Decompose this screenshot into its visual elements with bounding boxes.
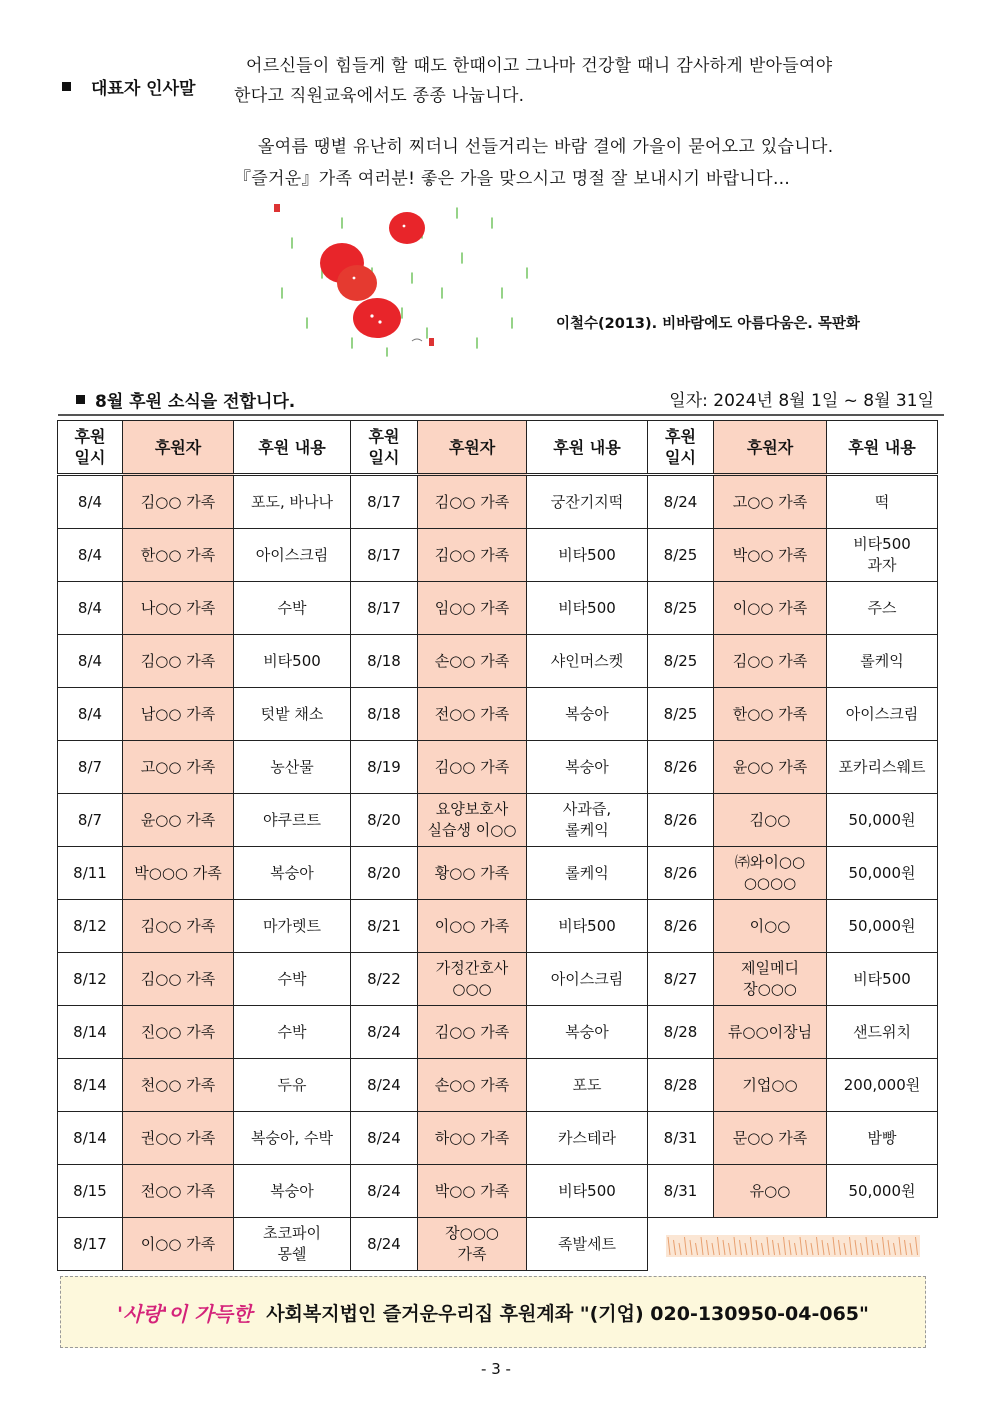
row-date: 8/20 [351,794,418,847]
row-date: 8/14 [58,1006,123,1059]
row-donor: 전○○ 가족 [418,688,527,741]
donation-account-banner [60,1276,926,1348]
autumn-grass-icon [662,1221,924,1261]
greeting-p1-line1: 어르신들이 힘들게 할 때도 한때이고 그나마 건강할 때니 감사하게 받아들여야 [246,56,833,76]
row-donor: 고○○ 가족 [123,741,234,794]
header-donor: 후원자 [123,421,234,475]
table-row [58,794,938,847]
row-donor: 한○○ 가족 [123,529,234,582]
row-date: 8/4 [58,475,123,529]
row-donor: 이○○ 가족 [123,1218,234,1271]
row-donor: 나○○ 가족 [123,582,234,635]
row-content: 주스 [827,582,938,635]
row-donor: 김○○ 가족 [418,1006,527,1059]
row-date: 8/17 [351,475,418,529]
row-donor: 임○○ 가족 [418,582,527,635]
row-donor: 권○○ 가족 [123,1112,234,1165]
row-donor: 김○○ 가족 [123,900,234,953]
row-donor: 윤○○ 가족 [714,741,827,794]
row-content: 두유 [234,1059,351,1112]
row-donor: 장○○○ 가족 [418,1218,527,1271]
row-date: 8/17 [351,582,418,635]
table-row [58,953,938,1006]
header-donor: 후원자 [418,421,527,475]
row-content: 텃밭 채소 [234,688,351,741]
row-content: 50,000원 [827,1165,938,1218]
row-content: 롤케익 [527,847,648,900]
row-donor: 김○○ 가족 [418,475,527,529]
row-donor: 박○○ 가족 [714,529,827,582]
row-date: 8/7 [58,794,123,847]
table-row [58,900,938,953]
row-content: 초코파이 몽쉘 [234,1218,351,1271]
row-content: 샌드위치 [827,1006,938,1059]
row-date: 8/24 [351,1006,418,1059]
bullet-square-icon [76,395,85,404]
row-date: 8/12 [58,953,123,1006]
table-row [58,582,938,635]
row-content: 비타500 [827,953,938,1006]
decorative-autumn-strip [648,1218,938,1271]
row-donor: 김○○ 가족 [418,741,527,794]
row-donor: 김○○ 가족 [123,475,234,529]
row-date: 8/24 [351,1112,418,1165]
row-date: 8/19 [351,741,418,794]
row-date: 8/25 [648,529,714,582]
table-row [58,1059,938,1112]
row-content: 아이스크림 [527,953,648,1006]
row-date: 8/24 [351,1165,418,1218]
table-header-row [58,421,938,475]
row-content: 롤케익 [827,635,938,688]
row-donor: 황○○ 가족 [418,847,527,900]
table-row [58,1112,938,1165]
row-date: 8/31 [648,1165,714,1218]
greeting-label-block [62,74,195,99]
row-content: 족발세트 [527,1218,648,1271]
row-content: 복숭아 [234,847,351,900]
row-date: 8/24 [648,475,714,529]
row-content: 복숭아, 수박 [234,1112,351,1165]
greeting-p2-line1: 올여름 땡볕 유난히 찌더니 선들거리는 바람 결에 가을이 묻어오고 있습니다. [258,137,834,157]
row-date: 8/27 [648,953,714,1006]
row-donor: 문○○ 가족 [714,1112,827,1165]
row-date: 8/26 [648,900,714,953]
row-donor: 박○○○ 가족 [123,847,234,900]
row-content: 복숭아 [234,1165,351,1218]
header-date: 후원 일시 [58,421,123,475]
row-content: 비타500 [234,635,351,688]
row-donor: 하○○ 가족 [418,1112,527,1165]
row-date: 8/25 [648,688,714,741]
row-date: 8/17 [58,1218,123,1271]
row-content: 수박 [234,582,351,635]
row-date: 8/14 [58,1112,123,1165]
row-donor: 가정간호사 ○○○ [418,953,527,1006]
row-date: 8/22 [351,953,418,1006]
row-date: 8/24 [351,1218,418,1271]
row-date: 8/4 [58,582,123,635]
row-content: 수박 [234,953,351,1006]
row-content: 비타500 [527,529,648,582]
row-date: 8/25 [648,582,714,635]
row-date: 8/24 [351,1059,418,1112]
row-date: 8/15 [58,1165,123,1218]
row-date: 8/31 [648,1112,714,1165]
row-content: 50,000원 [827,900,938,953]
table-row [58,635,938,688]
row-content: 복숭아 [527,1006,648,1059]
row-donor: 손○○ 가족 [418,635,527,688]
header-content: 후원 내용 [234,421,351,475]
support-table [57,420,938,1271]
row-donor: 윤○○ 가족 [123,794,234,847]
row-content: 비타500 [527,582,648,635]
header-donor: 후원자 [714,421,827,475]
account-info: 사회복지법인 즐거운우리집 후원계좌 "(기업) 020-130950-04-065" [266,1302,869,1325]
row-content: 포도 [527,1059,648,1112]
header-date: 후원 일시 [648,421,714,475]
row-content: 수박 [234,1006,351,1059]
seal-stamp-icon [274,204,280,212]
greeting-label: 대표자 인사말 [91,79,196,99]
row-date: 8/20 [351,847,418,900]
row-donor: ㈜와이○○ ○○○○ [714,847,827,900]
row-date: 8/4 [58,688,123,741]
row-donor: 요양보호사 실습생 이○○ [418,794,527,847]
table-row [58,741,938,794]
header-content: 후원 내용 [527,421,648,475]
row-donor: 한○○ 가족 [714,688,827,741]
row-date: 8/28 [648,1006,714,1059]
row-donor: 제일메디 장○○○ [714,953,827,1006]
row-content: 200,000원 [827,1059,938,1112]
art-caption: 이철수(2013). 비바람에도 아름다움은. 목판화 [556,316,860,332]
row-donor: 천○○ 가족 [123,1059,234,1112]
row-content: 복숭아 [527,688,648,741]
woodcut-flower-artwork [262,198,552,358]
header-date: 후원 일시 [351,421,418,475]
row-content: 아이스크림 [827,688,938,741]
row-date: 8/7 [58,741,123,794]
row-donor: 김○○ 가족 [418,529,527,582]
support-title-block [76,387,295,412]
row-donor: 김○○ 가족 [123,953,234,1006]
table-row [58,1165,938,1218]
row-date: 8/18 [351,635,418,688]
greeting-p1-line2: 한다고 직원교육에서도 종종 나눕니다. [234,86,525,106]
table-row [58,529,938,582]
row-donor: 유○○ [714,1165,827,1218]
row-date: 8/4 [58,635,123,688]
row-content: 50,000원 [827,794,938,847]
row-donor: 김○○ 가족 [123,635,234,688]
row-donor: 이○○ 가족 [418,900,527,953]
row-donor: 기업○○ [714,1059,827,1112]
page-number: - 3 - [481,1360,511,1378]
row-content: 포카리스웨트 [827,741,938,794]
greeting-p2-line2: 『즐거운』가족 여러분! 좋은 가을 맞으시고 명절 잘 보내시기 바랍니다… [234,169,791,189]
row-date: 8/17 [351,529,418,582]
row-content: 궁잔기지떡 [527,475,648,529]
row-date: 8/26 [648,794,714,847]
row-donor: 전○○ 가족 [123,1165,234,1218]
row-content: 비타500 [527,900,648,953]
row-date: 8/14 [58,1059,123,1112]
table-row [58,847,938,900]
row-donor: 고○○ 가족 [714,475,827,529]
row-content: 비타500 [527,1165,648,1218]
row-content: 밤빵 [827,1112,938,1165]
row-content: 복숭아 [527,741,648,794]
row-content: 포도, 바나나 [234,475,351,529]
table-row [58,1006,938,1059]
row-donor: 이○○ [714,900,827,953]
header-content: 후원 내용 [827,421,938,475]
row-donor: 이○○ 가족 [714,582,827,635]
row-content: 샤인머스켓 [527,635,648,688]
section-divider [58,414,944,416]
row-donor: 류○○이장님 [714,1006,827,1059]
table-row [58,688,938,741]
row-date: 8/26 [648,847,714,900]
row-date: 8/11 [58,847,123,900]
row-content: 비타500 과자 [827,529,938,582]
row-donor: 남○○ 가족 [123,688,234,741]
bullet-square-icon [62,82,71,91]
row-date: 8/21 [351,900,418,953]
love-slogan: '사랑'이 가득한 [117,1301,253,1326]
support-title: 8월 후원 소식을 전합니다. [95,392,296,412]
row-donor: 김○○ [714,794,827,847]
row-donor: 김○○ 가족 [714,635,827,688]
row-donor: 진○○ 가족 [123,1006,234,1059]
row-content: 농산물 [234,741,351,794]
row-date: 8/12 [58,900,123,953]
row-content: 50,000원 [827,847,938,900]
row-content: 아이스크림 [234,529,351,582]
row-content: 마가렛트 [234,900,351,953]
table-row [58,1218,938,1271]
row-donor: 손○○ 가족 [418,1059,527,1112]
row-date: 8/4 [58,529,123,582]
row-content: 카스테라 [527,1112,648,1165]
table-row [58,475,938,529]
row-content: 떡 [827,475,938,529]
row-content: 야쿠르트 [234,794,351,847]
row-date: 8/26 [648,741,714,794]
row-content: 사과즙, 롤케익 [527,794,648,847]
row-date: 8/25 [648,635,714,688]
row-date: 8/18 [351,688,418,741]
row-donor: 박○○ 가족 [418,1165,527,1218]
row-date: 8/28 [648,1059,714,1112]
support-date-range: 일자: 2024년 8월 1일 ~ 8월 31일 [669,391,934,411]
